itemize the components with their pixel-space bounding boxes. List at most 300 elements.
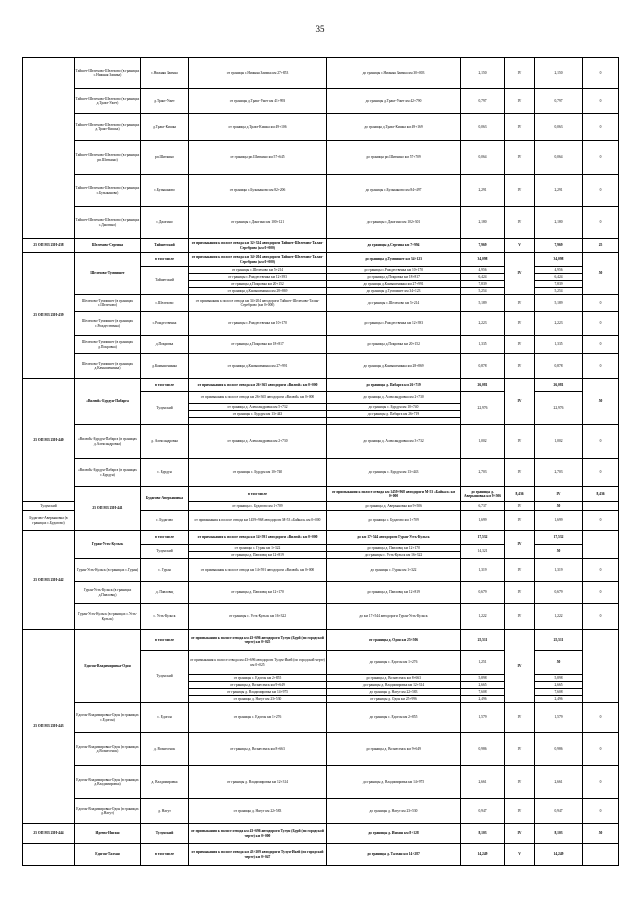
table-cell: 0 bbox=[583, 175, 619, 207]
table-cell: до границы д. Аверьяновка км 9+506 bbox=[327, 502, 461, 511]
table-cell: 1,222 bbox=[461, 604, 505, 630]
table-cell: 50 bbox=[535, 502, 583, 511]
table-cell: 0 bbox=[583, 799, 619, 824]
table-cell: 0,063 bbox=[535, 114, 583, 141]
table-cell: в том числе bbox=[141, 253, 189, 267]
table-cell: до границы д. Нагут км 23+530 bbox=[327, 799, 461, 824]
table-cell: от границы с.Нижняя Заимка км 27+853 bbox=[189, 58, 327, 89]
page-number: 35 bbox=[315, 24, 325, 34]
table-cell: IV bbox=[505, 824, 535, 844]
table-cell: до границы д. Павловщ км 12+819 bbox=[327, 582, 461, 604]
table-cell: от границы д.Камышенинка км 28+869 bbox=[189, 288, 327, 295]
table-cell: 25,511 bbox=[461, 630, 505, 651]
table-cell bbox=[583, 844, 619, 866]
table-cell: 7,969 bbox=[535, 239, 583, 253]
table-cell: 2,496 bbox=[535, 696, 583, 703]
table-cell: от примыкания к полосе отвода км 43+696 автодороги Тулун-Икей (по городской черте) км 0+025 bbox=[189, 651, 327, 675]
table-cell: Будагово-Аверьяновка (в границах с.Будагово) bbox=[23, 511, 75, 531]
table-cell: 0 bbox=[583, 604, 619, 630]
table-cell: от границы д. Одон км 25+996 bbox=[327, 696, 461, 703]
table-cell: 2,223 bbox=[461, 312, 505, 336]
table-cell: до границы с.Бузыканово км 84+497 bbox=[327, 175, 461, 207]
table-cell: д.Камышенинка bbox=[141, 354, 189, 379]
table-cell: 14,321 bbox=[461, 545, 505, 559]
table-cell: до границы с. Усть-Кульск км 16+322 bbox=[327, 552, 461, 559]
table-cell: в том числе bbox=[141, 630, 189, 651]
table-cell: 1,222 bbox=[535, 604, 583, 630]
table-cell: 17,532 bbox=[461, 531, 505, 545]
table-cell: V bbox=[505, 844, 535, 866]
table-cell: от границы с.Джогино км 100+121 bbox=[189, 207, 327, 239]
table-row bbox=[23, 582, 619, 604]
table-body bbox=[23, 58, 619, 866]
table-cell: до границы с. Едогон км 2+855 bbox=[327, 703, 461, 733]
table-cell: 8,436 bbox=[505, 487, 535, 502]
table-cell: от границы д.Тракт-Кишка км 49+106 bbox=[189, 114, 327, 141]
table-cell: до границы д.Сергина км 7+994 bbox=[327, 239, 461, 253]
table-cell: 1,335 bbox=[535, 336, 583, 354]
table-cell: Гуран-Усть-Кульск (в границах с.Усть-Кульск) bbox=[75, 604, 141, 630]
table-cell: IV bbox=[505, 175, 535, 207]
table-cell: от границы д. Владимировка км 14+975 bbox=[189, 689, 327, 696]
table-cell: 7,839 bbox=[461, 281, 505, 288]
table-cell: 7,608 bbox=[535, 689, 583, 696]
table-cell: до границы с.Шелехово км 5+214 bbox=[327, 295, 461, 312]
table-cell: с. Будагово bbox=[141, 511, 189, 531]
table-cell: IV bbox=[505, 630, 535, 703]
table-cell: 7,969 bbox=[461, 239, 505, 253]
table-cell: 0 bbox=[583, 295, 619, 312]
table-cell: 0 bbox=[583, 511, 619, 531]
table-cell: д.Покровка bbox=[141, 336, 189, 354]
table-cell bbox=[23, 844, 75, 866]
table-cell: от границы д. Павловщ км 12+819 bbox=[189, 552, 327, 559]
table-cell: Тайшет-Шелехово-Шелехово (в границах д.Тракт-Кишка) bbox=[75, 114, 141, 141]
table-cell: Тайшет-Шелехово-Шелехово (в границах рп.Шиткино) bbox=[75, 141, 141, 175]
table-cell bbox=[583, 531, 619, 559]
table-cell: Едогон-Владимировка-Одон (в границах д.Вознесенск) bbox=[75, 733, 141, 766]
table-cell: IV bbox=[505, 141, 535, 175]
table-cell: до границы д.Камышенинка км 28+869 bbox=[327, 354, 461, 379]
table-cell: в том числе bbox=[141, 844, 189, 866]
table-cell: 6,424 bbox=[461, 274, 505, 281]
table-cell: 0 bbox=[583, 733, 619, 766]
table-cell: IV bbox=[505, 799, 535, 824]
table-cell: IV bbox=[505, 425, 535, 459]
table-cell: 5,898 bbox=[461, 675, 505, 682]
table-cell: 14,249 bbox=[461, 844, 505, 866]
table-cell: 0 bbox=[583, 58, 619, 89]
table-cell: до границы с.Рождественка км 10+170 bbox=[327, 267, 461, 274]
table-cell: IV bbox=[535, 487, 583, 502]
table-cell: Тайшет-Шелехово-Шелехово (в границах с.Джогино) bbox=[75, 207, 141, 239]
table-cell: 4,956 bbox=[535, 267, 583, 274]
table-cell: IV bbox=[505, 354, 535, 379]
table-cell: до границы д. Вознесенск км 8+663 bbox=[327, 675, 461, 682]
table-cell: от примыкания к полосе отвода км 26+365 автодороги «Вилюй» км 0+000 bbox=[189, 379, 327, 392]
table-cell: от примыкания к полосе отвода км 34+204 автодороги Тайшет-Шелехово-Талая-Сереброво (км 0+000) bbox=[189, 253, 327, 267]
table-cell: 0,878 bbox=[535, 354, 583, 379]
table-cell: от границы д. Нагут км 23+530 bbox=[189, 696, 327, 703]
table-cell: от границы д. Александровка км 2+730 bbox=[189, 425, 327, 459]
table-cell: 4,956 bbox=[461, 267, 505, 274]
table-cell: от границы с.Рождественка км 12+393 bbox=[189, 274, 327, 281]
table-cell: 1,251 bbox=[461, 651, 505, 675]
table-cell: 2,291 bbox=[535, 175, 583, 207]
table-cell: Тайшетский bbox=[141, 267, 189, 295]
table-cell: от границы рп.Шиткино км 57+645 bbox=[189, 141, 327, 175]
table-cell: Тулунский bbox=[141, 545, 189, 559]
table-cell: 0 bbox=[583, 312, 619, 336]
table-cell: 0,679 bbox=[535, 582, 583, 604]
table-cell: с. Усть-Кульск bbox=[141, 604, 189, 630]
table-cell: д. Александровка bbox=[141, 425, 189, 459]
table-cell: 26,081 bbox=[535, 379, 583, 392]
table-cell: 0,679 bbox=[461, 582, 505, 604]
table-cell: до границы д. Ингаш км 8+128 bbox=[327, 824, 461, 844]
table-cell: от границы д. Владимировка км 12+314 bbox=[189, 766, 327, 799]
table-cell: 0,063 bbox=[461, 114, 505, 141]
table-cell: до границы д. Пабарга км 26+719 bbox=[327, 379, 461, 392]
table-cell: до границы д. Александровка км 2+730 bbox=[327, 392, 461, 404]
table-cell: Шелехово-Тумпишет (в границах с.Рождественка) bbox=[75, 312, 141, 336]
table-cell: 14,249 bbox=[535, 844, 583, 866]
table-cell: от примыкания к полосе отвода км 34+204 автодороги Тайшет-Шелехово-Талая-Сереброво (км 0+000) bbox=[189, 295, 327, 312]
table-cell bbox=[327, 418, 461, 425]
table-cell: до границы д.Тракт-Ужет км 42+790 bbox=[327, 89, 461, 114]
table-cell: до границы д. Павловщ км 12+170 bbox=[327, 545, 461, 552]
table-cell: Едогон-Владимировка-Одон (в границах с.Едогон) bbox=[75, 703, 141, 733]
table-cell: от примыкания к полосе отвода км 43+696 автодороги Тулун (Бурй (по городской черте) км 0+000 bbox=[189, 824, 327, 844]
table-cell: от границы с. Едогон км 2+855 bbox=[189, 675, 327, 682]
table-cell: от примыкания к полосе отвода км 43+696 автодороги Тулун (Бурй (по городской черте) км 0+025 bbox=[189, 630, 327, 651]
table-cell: 2,150 bbox=[535, 58, 583, 89]
table-cell: IV bbox=[505, 531, 535, 559]
table-cell: 25 ОП МЗ 25Н-443 bbox=[23, 630, 75, 824]
table-cell: Шелехово-Тумпишет bbox=[75, 253, 141, 295]
table-cell: Едогон-Талхан bbox=[75, 844, 141, 866]
table-cell: Шелехово-Тумпишет (в границах д.Покровка) bbox=[75, 336, 141, 354]
table-cell: до границы д.Камышенинка км 27+991 bbox=[327, 281, 461, 288]
table-cell: 2,180 bbox=[461, 207, 505, 239]
table-cell: Тулунский bbox=[141, 651, 189, 703]
table-cell: с. Бурдун bbox=[141, 459, 189, 487]
table-cell: 6,737 bbox=[461, 502, 505, 511]
table-cell: д.Тракт-Ужет bbox=[141, 89, 189, 114]
table-cell: 50 bbox=[583, 379, 619, 425]
table-cell: от границы с. Едогон км 1+276 bbox=[189, 703, 327, 733]
table-cell: IV bbox=[505, 336, 535, 354]
table-cell: 2,661 bbox=[461, 766, 505, 799]
table-cell: Тулунский bbox=[141, 392, 189, 425]
table-row bbox=[23, 58, 619, 89]
table-cell: Будагово-Аверьяновка bbox=[141, 487, 189, 511]
table-cell: до границы д. Пабарга км 26+719 bbox=[327, 411, 461, 418]
table-cell: 50 bbox=[583, 253, 619, 295]
table-row bbox=[23, 354, 619, 379]
table-row bbox=[23, 425, 619, 459]
table-cell: IV bbox=[505, 511, 535, 531]
table-row bbox=[23, 703, 619, 733]
table-cell: 0 bbox=[583, 89, 619, 114]
table-cell: Тайшет-Шелехово-Шелехово (в границах с.Нижняя Заимка) bbox=[75, 58, 141, 89]
table-cell: 0,986 bbox=[535, 733, 583, 766]
table-cell: 1,699 bbox=[461, 511, 505, 531]
table-cell: 2,223 bbox=[535, 312, 583, 336]
table-cell: 2,661 bbox=[535, 766, 583, 799]
table-row bbox=[23, 295, 619, 312]
table-cell: от границы д. Павловщ км 12+170 bbox=[189, 582, 327, 604]
table-cell: до границы с.Джогино км 102+301 bbox=[327, 207, 461, 239]
table-cell: 0 bbox=[583, 459, 619, 487]
table-cell: 5,189 bbox=[461, 295, 505, 312]
table-cell: д.Тракт-Кишка bbox=[141, 114, 189, 141]
table-cell: 22,976 bbox=[535, 392, 583, 425]
table-cell: 25 ОП МЗ 25Н-442 bbox=[23, 531, 75, 630]
table-cell: 1,002 bbox=[535, 425, 583, 459]
table-cell: с.Бузыканово bbox=[141, 175, 189, 207]
table-cell: 7,839 bbox=[535, 281, 583, 288]
table-cell: от границы д.Покровка км 20+152 bbox=[189, 281, 327, 288]
table-cell: Шелехово-Сергина bbox=[75, 239, 141, 253]
table-row bbox=[23, 630, 619, 651]
table-cell: до границы д.Тумпишет км 34+123 bbox=[327, 253, 461, 267]
table-cell: до границы с. Едогон км 1+276 bbox=[327, 651, 461, 675]
table-cell: IV bbox=[505, 582, 535, 604]
table-cell: V bbox=[505, 239, 535, 253]
table-row bbox=[23, 766, 619, 799]
table-cell: в том числе bbox=[141, 379, 189, 392]
table-row bbox=[23, 844, 619, 866]
table-cell: 50 bbox=[535, 545, 583, 559]
table-cell: 1,335 bbox=[461, 336, 505, 354]
table-cell: в том числе bbox=[189, 487, 327, 502]
table-row bbox=[23, 531, 619, 545]
table-cell: до границы с. Гуран км 1+322 bbox=[327, 559, 461, 582]
table-cell: 5,898 bbox=[535, 675, 583, 682]
table-cell: 50 bbox=[535, 651, 583, 675]
table-cell: с.Нижняя Заимка bbox=[141, 58, 189, 89]
table-cell: рп.Шиткино bbox=[141, 141, 189, 175]
table-cell: до границы с. Бурдун км 13+443 bbox=[327, 459, 461, 487]
table-cell: 0 bbox=[583, 354, 619, 379]
table-cell: 25 bbox=[583, 239, 619, 253]
table-cell bbox=[583, 630, 619, 703]
table-cell: 2,665 bbox=[461, 682, 505, 689]
table-cell: IV bbox=[505, 559, 535, 582]
table-cell: «Вилюй»-Бурдун-Пабарга bbox=[75, 379, 141, 425]
table-cell: до границы д. Нагут км 22+583 bbox=[327, 689, 461, 696]
table-cell: Шелехово-Тумпишет (в границах д.Камышенинка) bbox=[75, 354, 141, 379]
table-cell: д. Нагут bbox=[141, 799, 189, 824]
table-cell: 0,986 bbox=[461, 733, 505, 766]
table-cell: 25 ОП МЗ 25Н-438 bbox=[23, 239, 75, 253]
table-cell: 0,797 bbox=[535, 89, 583, 114]
table-row bbox=[23, 207, 619, 239]
table-cell: 0,064 bbox=[461, 141, 505, 175]
table-cell: 2,150 bbox=[461, 58, 505, 89]
table-cell: от примыкания к полосе отвода км 14+591 автодороги «Вилюй» км 0+000 bbox=[189, 559, 327, 582]
table-cell: IV bbox=[505, 253, 535, 295]
table-cell: 0 bbox=[583, 141, 619, 175]
table-row bbox=[23, 379, 619, 392]
table-row bbox=[23, 175, 619, 207]
table-cell: д. Вознесенск bbox=[141, 733, 189, 766]
table-cell: от границы с.Шелехово км 5+214 bbox=[189, 267, 327, 274]
table-cell: с.Шелехово bbox=[141, 295, 189, 312]
table-cell: 0 bbox=[583, 336, 619, 354]
table-cell: 1,002 bbox=[461, 425, 505, 459]
table-cell: до границы д. Александровка км 3+732 bbox=[327, 425, 461, 459]
table-row bbox=[23, 559, 619, 582]
table-cell: 50 bbox=[583, 824, 619, 844]
table-cell: 2,180 bbox=[535, 207, 583, 239]
table-cell: с. Гуран bbox=[141, 559, 189, 582]
table-cell: Тайшетский bbox=[141, 239, 189, 253]
table-cell: IV bbox=[505, 207, 535, 239]
table-cell: 2,703 bbox=[535, 459, 583, 487]
table-cell: Едогон-Владимировка-Одон (в границах д.Владимировка) bbox=[75, 766, 141, 799]
table-row bbox=[23, 733, 619, 766]
table-cell: 5,254 bbox=[535, 288, 583, 295]
table-cell: от границы с. Будагово км 1+709 bbox=[189, 502, 327, 511]
table-cell: 25 ОП МЗ 25Н-441 bbox=[75, 487, 141, 531]
table-cell: 0 bbox=[583, 207, 619, 239]
table-cell: 8,103 bbox=[461, 824, 505, 844]
table-cell: 5,189 bbox=[535, 295, 583, 312]
table-cell: до границы д. Вознесенск км 9+649 bbox=[327, 733, 461, 766]
table-cell: IV bbox=[505, 89, 535, 114]
table-cell: 0 bbox=[583, 766, 619, 799]
table-row bbox=[23, 253, 619, 267]
table-cell: IV bbox=[505, 295, 535, 312]
table-cell: 0 bbox=[583, 425, 619, 459]
table-cell: до км 17+544 автодороги Гуран-Усть-Кульск bbox=[327, 604, 461, 630]
table-cell: «Вилюй»-Бурдун-Пабарга (в границах д.Александровка) bbox=[75, 425, 141, 459]
table-cell: 0,878 bbox=[461, 354, 505, 379]
table-cell: 6,424 bbox=[535, 274, 583, 281]
table-cell: Шелехово-Тумпишет (в границах с.Шелехово) bbox=[75, 295, 141, 312]
table-cell: 1,579 bbox=[461, 703, 505, 733]
table-cell: Едогон-Владимировка-Одон bbox=[75, 630, 141, 703]
table-cell: до км 17+544 автодороги Гуран-Усть-Кульск bbox=[327, 531, 461, 545]
table-cell: 8,436 bbox=[583, 487, 619, 502]
table-cell: от границы д. Вознесенск км 9+649 bbox=[189, 682, 327, 689]
table-cell: д. Владимировка bbox=[141, 766, 189, 799]
table-cell: IV bbox=[505, 459, 535, 487]
table-cell: 7,608 bbox=[461, 689, 505, 696]
table-cell: 22,976 bbox=[461, 392, 505, 425]
table-cell: от границы с. Гуран км 1+322 bbox=[189, 545, 327, 552]
table-cell: от примыкания к полосе отвода км 32+324 автодороги Тайшет-Шелехово-Талая-Сереброво (км 0+000) bbox=[189, 239, 327, 253]
table-cell: 25 ОП МЗ 25Н-440 bbox=[23, 379, 75, 502]
table-cell: 2,496 bbox=[461, 696, 505, 703]
table-row bbox=[23, 487, 619, 502]
table-row bbox=[23, 312, 619, 336]
table-row bbox=[23, 799, 619, 824]
table-cell: Тайшет-Шелехово-Шелехово (в границах д.Тракт-Ужет) bbox=[75, 89, 141, 114]
table-cell: 1,579 bbox=[535, 703, 583, 733]
table-cell: IV bbox=[505, 766, 535, 799]
table-cell: Тулунский bbox=[23, 502, 75, 511]
table-cell: 0 bbox=[583, 114, 619, 141]
table-cell: до границы д. Владимировка км 12+314 bbox=[327, 682, 461, 689]
table-cell: от границы д.Покровка км 18+817 bbox=[189, 336, 327, 354]
table-cell: IV bbox=[505, 733, 535, 766]
table-cell: от примыкания к полосе отвода км 43+209 автодороги Тулун-Икей (по городской черте) км 0+047 bbox=[189, 844, 327, 866]
table-cell: Гуран-Усть-Кульск (в границах д.Павловщ) bbox=[75, 582, 141, 604]
table-cell: от границы д. Александровка км 5+732 bbox=[189, 404, 327, 411]
table-cell: до границы рп.Шиткино км 57+709 bbox=[327, 141, 461, 175]
table-row bbox=[23, 239, 619, 253]
table-cell: IV bbox=[505, 114, 535, 141]
table-cell bbox=[23, 58, 75, 239]
table-cell: от границы д.Камышенинка км 27+991 bbox=[189, 354, 327, 379]
table-cell: 25,511 bbox=[535, 630, 583, 651]
table-cell: 25 ОП МЗ 25Н-439 bbox=[23, 253, 75, 379]
table-row bbox=[23, 114, 619, 141]
table-cell: 1,699 bbox=[535, 511, 583, 531]
table-cell: 34,098 bbox=[535, 253, 583, 267]
table-cell: Едогон-Владимировка-Одон (в границах д.Нагут) bbox=[75, 799, 141, 824]
table-cell: 5,254 bbox=[461, 288, 505, 295]
table-cell: 0,797 bbox=[461, 89, 505, 114]
table-row bbox=[23, 336, 619, 354]
table-cell: 2,291 bbox=[461, 175, 505, 207]
table-cell: с.Рождественка bbox=[141, 312, 189, 336]
table-cell: до границы д. Владимировка км 14+975 bbox=[327, 766, 461, 799]
table-cell: от примыкания к полосе отвода км 26+365 автодороги «Вилюй» км 0+000 bbox=[189, 392, 327, 404]
table-cell: 2,703 bbox=[461, 459, 505, 487]
table-cell: до границы д.Тракт-Кишка км 49+169 bbox=[327, 114, 461, 141]
table-cell: от примыкания к полосе отвода км 1459+968 автодороги М-53 «Байкал» км 0+000 bbox=[189, 511, 327, 531]
table-cell: с.Джогино bbox=[141, 207, 189, 239]
table-cell: до границы с.Нижняя Заимка км 30+003 bbox=[327, 58, 461, 89]
table-row bbox=[23, 141, 619, 175]
table-cell: от границы д. Одон км 25+506 bbox=[327, 630, 461, 651]
table-row bbox=[23, 824, 619, 844]
table-cell: 17,532 bbox=[535, 531, 583, 545]
table-cell: 0 bbox=[583, 582, 619, 604]
table-cell: от границы д. Нагут км 22+583 bbox=[189, 799, 327, 824]
table-cell: от примыкания к полосе отвода км 1459+968 автодороги М-53 «Байкал» км 0+000 bbox=[327, 487, 461, 502]
table-cell: до границы д.Покровка км 20+152 bbox=[327, 336, 461, 354]
table-cell: 0,947 bbox=[535, 799, 583, 824]
table-cell bbox=[189, 418, 327, 425]
table-cell: 25 ОП МЗ 25Н-444 bbox=[23, 824, 75, 844]
table-cell: Гуран-Усть-Кульск (в границах с.Гуран) bbox=[75, 559, 141, 582]
table-cell: Гуран-Усть-Кульск bbox=[75, 531, 141, 559]
table-cell: 0,947 bbox=[461, 799, 505, 824]
table-row bbox=[23, 89, 619, 114]
table-cell: «Вилюй»-Бурдун-Пабарга (в границах с.Бурдун) bbox=[75, 459, 141, 487]
table-cell: д. Павловщ bbox=[141, 582, 189, 604]
table-cell: от границы д. Вознесенск км 8+663 bbox=[189, 733, 327, 766]
table-cell: с. Едогон bbox=[141, 703, 189, 733]
table-cell: от границы с. Бурдун км 10+740 bbox=[189, 459, 327, 487]
table-cell: 1,319 bbox=[461, 559, 505, 582]
table-cell: до границы д. Аверьяновка км 9+506 bbox=[461, 487, 505, 502]
table-cell: от границы с. Усть-Кульск км 16+322 bbox=[189, 604, 327, 630]
table-cell: IV bbox=[505, 502, 535, 511]
table-cell: 0 bbox=[583, 703, 619, 733]
table-cell: от границы с.Бузыканово км 82+206 bbox=[189, 175, 327, 207]
table-cell: в том числе bbox=[141, 531, 189, 545]
table-cell: до границы с. Бурдун км 10+740 bbox=[327, 404, 461, 411]
table-cell: 34,098 bbox=[461, 253, 505, 267]
table-cell: до границы с.Рождественка км 12+393 bbox=[327, 312, 461, 336]
table-cell: до границы д. Талхан км 14+287 bbox=[327, 844, 461, 866]
